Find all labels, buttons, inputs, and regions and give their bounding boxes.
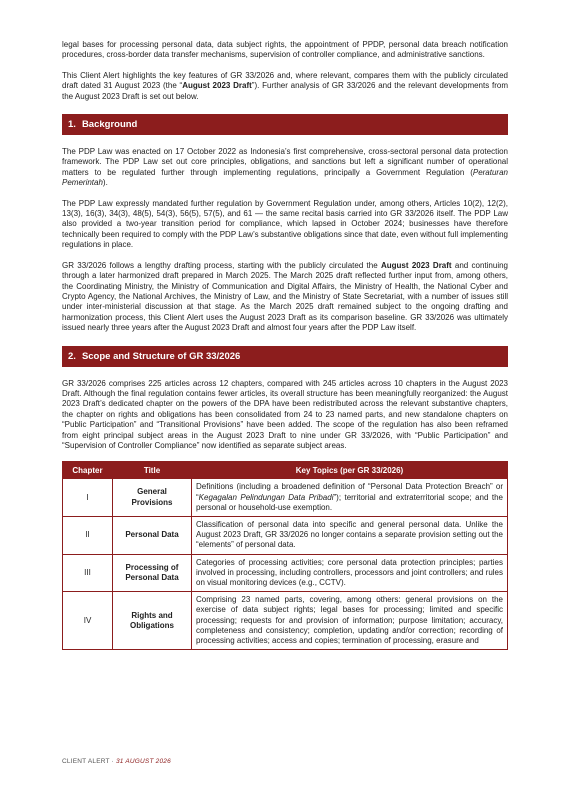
- topics-text-b: ”); territorial and extraterritorial scope; and the personal or household-use exemption.: [196, 492, 504, 512]
- chapter-cell: II: [63, 516, 113, 554]
- topics-cell: Comprising 23 named parts, covering, among others: general provisions on the exercise of data subject rights; legal bases for processing; limited and specific processing; requests for and provision of information; purpose limitation; accuracy, completeness and consistency; completion, updating and/or correction; recording of processing activities; access and copies; termination of processing, erasure and: [192, 592, 508, 650]
- table-row: [63, 554, 508, 592]
- column-header-chapter: Chapter: [63, 462, 113, 479]
- chapter-cell: I: [63, 479, 113, 517]
- section-heading-scope: [62, 346, 508, 367]
- background-p1-text-b: ).: [102, 178, 108, 188]
- intro-p2-defined-term: August 2023 Draft: [182, 81, 252, 91]
- section-title: Scope and Structure of GR 33/2026: [81, 350, 241, 362]
- section-heading-background: [62, 114, 508, 135]
- background-p3-text-b: and continuing through a later harmonized draft prepared in March 2025. The March 2025 draft reflected further input from, among others, the Coordinating Ministry, the Ministry of Communication and Digital Affairs, the Ministry of Health, the National Cyber and Crypto Agency, the National Archives, the Ministry of Law, and the Ministry of State Secretariat, with a number of issues still under inter-ministerial discussion at that stage. As the March 2025 draft remained subject to the ongoing drafting and harmonization process, this Client Alert uses the August 2023 Draft as its comparison baseline. GR 33/2026 was ultimately issued nearly three years after the August 2023 Draft and almost four years after the PDP Law itself.: [62, 260, 509, 333]
- title-cell: Rights and Obligations: [113, 592, 192, 650]
- section-number: 1.: [68, 119, 76, 131]
- section-title: Background: [81, 119, 138, 131]
- background-p1-text-a: The PDP Law was enacted on 17 October 2022 as Indonesia’s first comprehensive, cross-sectoral personal data protection framework. The PDP Law set out core principles, obligations, and sanctions but left a significant number of operational matters to be regulated further through implementing regulations, principally a Government Regulation (: [62, 147, 508, 177]
- intro-p2-text-b: ”). Further analysis of GR 33/2026 and the relevant developments from the August 2023 Draft is set out below.: [62, 81, 508, 101]
- column-header-title: Title: [113, 462, 192, 479]
- topics-cell: Classification of personal data into specific and general personal data. Unlike the August 2023 Draft, GR 33/2026 no longer contains a separate provision setting out the “elements” of personal data.: [192, 516, 508, 554]
- topics-italic: Kegagalan Pelindungan Data Pribadi: [198, 492, 334, 502]
- topics-text-a: Definitions (including a broadened definition of “Personal Data Protection Breach” or “: [196, 482, 503, 502]
- background-paragraph-1: [62, 147, 508, 189]
- background-paragraph-3: [62, 261, 508, 334]
- section-number: 2.: [68, 350, 76, 362]
- scope-paragraph-1: GR 33/2026 comprises 225 articles across 12 chapters, compared with 245 articles across 10 chapters in the August 2023 Draft. Although the final regulation contains fewer articles, its overall structure has been meaningfully reorganized: the August 2023 Draft’s dedicated chapter on the powers of the DPA have been redistributed across the relevant substantive chapters, the chapter on rights and obligations has been consolidated from 24 to 23 named parts, and new standalone chapters on “Public Participation” and “Transitional Provisions” have been added. The scope of the regulation has also been reframed from eight principal subject areas in the August 2023 Draft to nine under GR 33/2026, with “Public Participation” and “Supervision of Controller Compliance” now identified as separate subject areas.: [62, 378, 508, 450]
- footer-date: 31 AUGUST 2026: [115, 758, 171, 765]
- intro-paragraph-1: legal bases for processing personal data, data subject rights, the appointment of PPDP, personal data breach notification procedures, cross-border data transfer mechanisms, supervision of controller compliance, and administrative sanctions.: [62, 40, 508, 60]
- chapter-cell: IV: [63, 592, 113, 650]
- topics-cell: [192, 479, 508, 517]
- intro-p2-text-a: This Client Alert highlights the key features of GR 33/2026 and, where relevant, compares them with the publicly circulated draft dated 31 August 2023 (the “: [62, 70, 508, 91]
- table-row: [63, 592, 508, 650]
- table-row: [63, 479, 508, 517]
- page-footer: [62, 758, 171, 765]
- intro-paragraph-2: [62, 71, 508, 102]
- background-paragraph-2: The PDP Law expressly mandated further regulation by Government Regulation under, among others, Articles 10(2), 12(2), 13(3), 16(3), 34(3), 48(5), 54(3), 56(5), 57(5), and 61 — the same recital basis carried into GR 33/2026 itself. The PDP Law also provided a two-year transition period for compliance, which lapsed in October 2024; businesses have therefore technically been required to comply with the PDP Law’s substantive obligations since that date, even without full implementing regulations in place.: [62, 198, 508, 250]
- background-p3-text-a: GR 33/2026 follows a lengthy drafting process, starting with the publicly circulated the: [62, 260, 381, 270]
- table-row: [63, 516, 508, 554]
- document-page: [62, 40, 508, 650]
- table-header-row: [63, 462, 508, 479]
- footer-label: CLIENT ALERT ·: [62, 758, 116, 765]
- title-cell: Personal Data: [113, 516, 192, 554]
- background-p3-defined-term: August 2023 Draft: [380, 260, 452, 270]
- chapter-cell: III: [63, 554, 113, 592]
- background-p1-italic: Peraturan Pemerintah: [62, 167, 508, 188]
- title-cell: General Provisions: [113, 479, 192, 517]
- topics-cell: Categories of processing activities; core personal data protection principles; parties involved in processing, including controllers, processors and joint controllers; and rules on visual monitoring devices (e.g., CCTV).: [192, 554, 508, 592]
- chapter-table: [62, 461, 508, 650]
- title-cell: Processing of Personal Data: [113, 554, 192, 592]
- column-header-key-topics: Key Topics (per GR 33/2026): [192, 462, 508, 479]
